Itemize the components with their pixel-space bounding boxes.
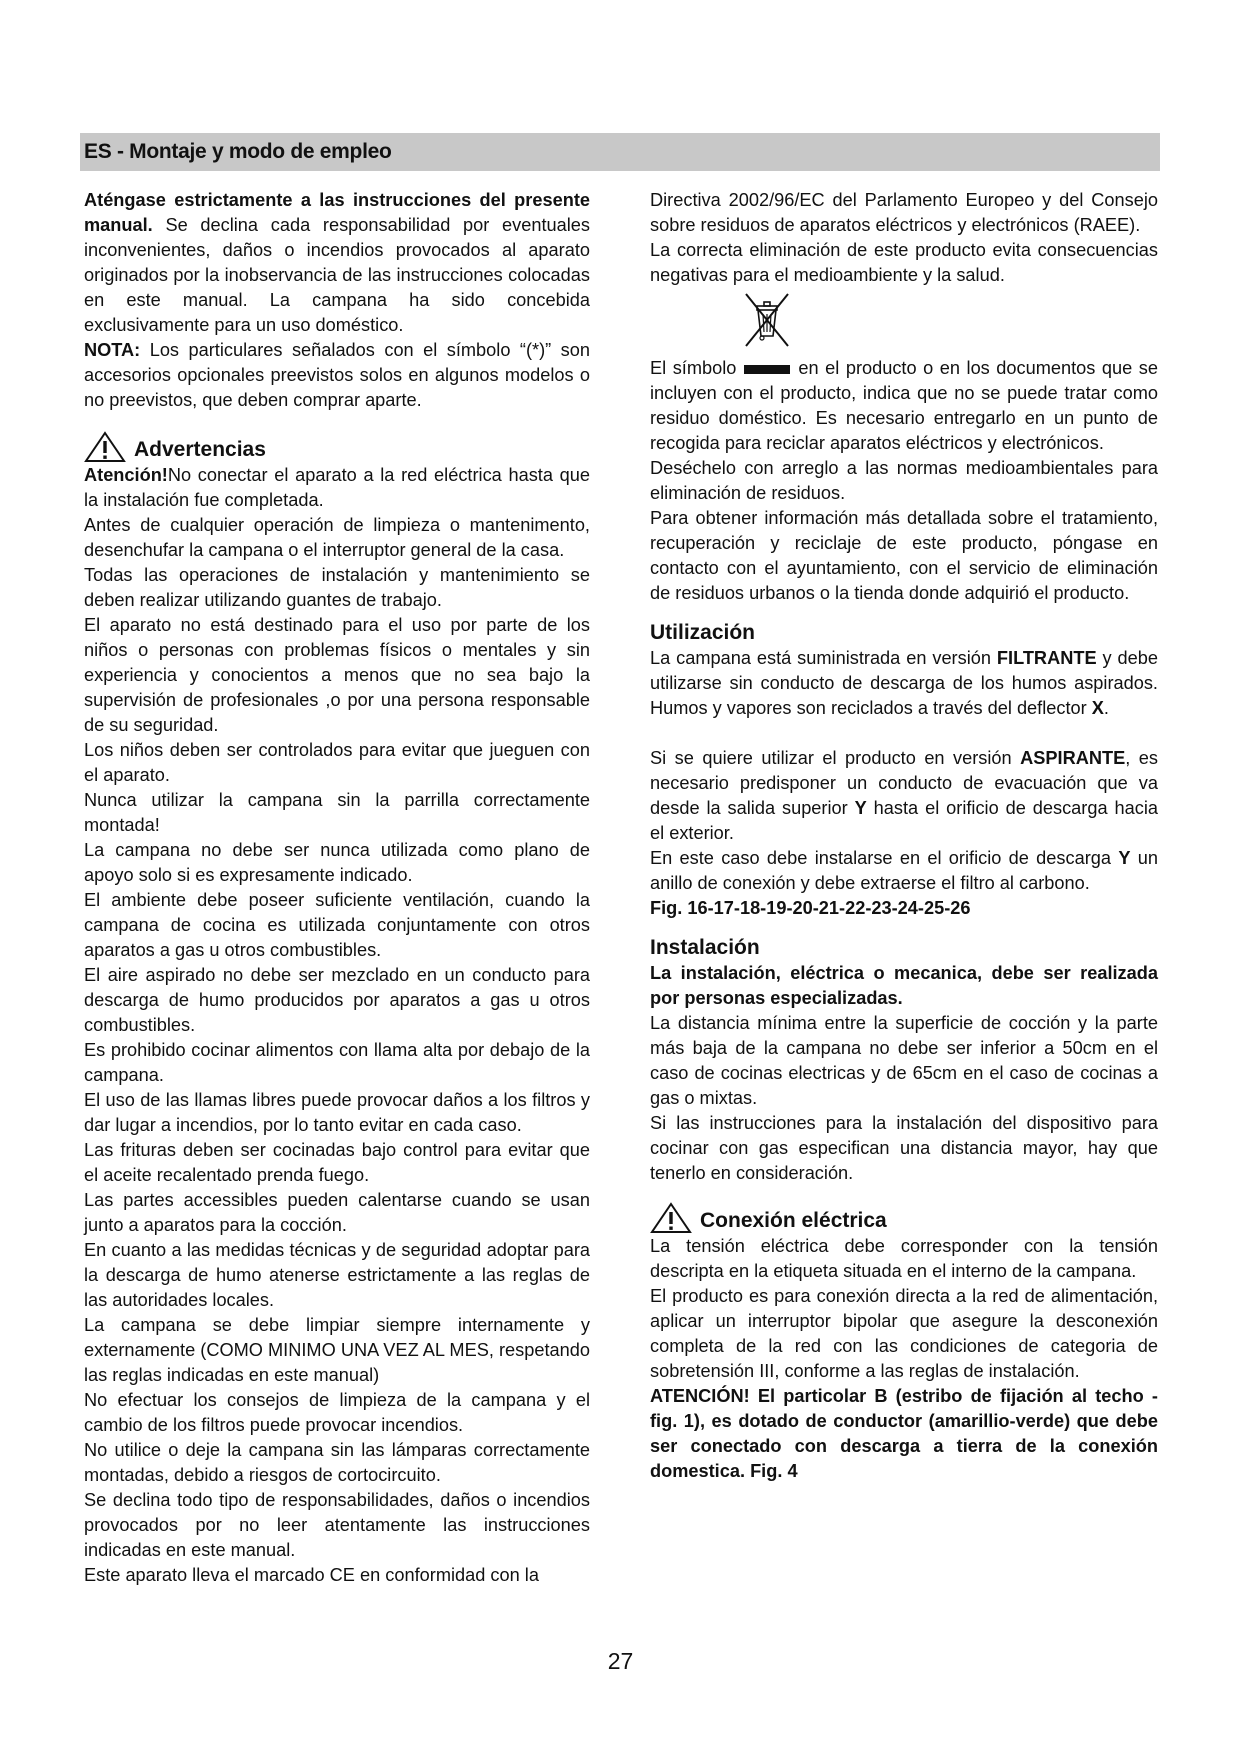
instalacion-heading <box>650 935 1158 961</box>
dispose-paragraph: Para obtener información más detallada sobre el tratamiento, recuperación y reciclaje de este producto, póngase en contacto con el ayuntamiento, con el servicio de eliminación de residuos urbanos o la tienda donde adquirió el producto. <box>650 508 1158 603</box>
atencion-label: Atención! <box>84 465 168 485</box>
warning-paragraph: Las partes accessibles pueden calentarse cuando se usan junto a aparatos para la cocción. <box>84 1190 590 1235</box>
utilizacion-p2 <box>650 746 1158 846</box>
aspirante-label: ASPIRANTE <box>1020 748 1126 768</box>
conexion-atencion <box>650 1384 1158 1484</box>
atencion-label: ATENCIÓN! <box>650 1386 750 1406</box>
text: . <box>1103 698 1109 718</box>
y-label: Y <box>1118 848 1131 868</box>
warning-paragraph: El uso de las llamas libres puede provocar daños a los filtros y dar lugar a incendios, por lo tanto evitar en cada caso. <box>84 1090 590 1135</box>
warning-paragraph: Todas las operaciones de instalación y mantenimiento se deben realizar utilizando guantes de trabajo. <box>84 565 590 610</box>
nota-label: NOTA: <box>84 340 141 360</box>
warning-paragraph: No utilice o deje la campana sin las lámparas correctamente montadas, debido a riesgos de cortocircuito. <box>84 1440 590 1485</box>
symbol-post: en el producto o en los documentos que se incluyen con el producto, indica que no se puede tratar como residuo doméstico. Es necesario entregarlo en un punto de recogida para reciclar aparatos eléctricos y electrónicos. <box>650 358 1158 453</box>
page-title: ES - Montaje y modo de empleo <box>84 140 392 163</box>
right-column <box>650 188 1158 1484</box>
text: y debe utilizarse sin conducto de descarga de los humos aspirados. Humos y vapores son reciclados a través del deflector <box>650 648 1158 718</box>
warning-paragraph: No efectuar los consejos de limpieza de la campana y el cambio de los filtros puede provocar incendios. <box>84 1390 590 1435</box>
symbol-pre: El símbolo <box>650 358 737 378</box>
x-label: X <box>1091 698 1104 718</box>
text: Si se quiere utilizar el producto en versión <box>650 748 1021 768</box>
text: un anillo de conexión y debe extraerse el filtro al carbono. <box>650 848 1158 893</box>
nota-paragraph <box>84 338 590 413</box>
text: La campana está suministrada en versión <box>650 648 997 668</box>
warning-paragraph: Este aparato lleva el marcado CE en conformidad con la <box>84 1565 539 1585</box>
symbol-paragraph <box>650 356 1158 456</box>
warning-paragraph: Se declina todo tipo de responsabilidades, daños o incendios provocados por no leer atentamente las instrucciones indicadas en este manual. <box>84 1490 590 1560</box>
raee-paragraph: Directiva 2002/96/EC del Parlamento Europeo y del Consejo sobre residuos de aparatos eléctricos y electrónicos (RAEE). <box>650 190 1158 235</box>
warning-paragraph: La campana se debe limpiar siempre internamente y externamente (COMO MINIMO UNA VEZ AL MES, respetando las reglas indicadas en este manual) <box>84 1315 590 1385</box>
crossed-bin-icon <box>740 290 794 352</box>
advertencias-heading <box>84 431 590 463</box>
warning-paragraph: El aparato no está destinado para el uso por parte de los niños o personas con problemas físicos o mentales y sin experiencia y conocientos a menos que no sea bajo la supervisión de profesionales ,o por una persona responsable de su seguridad. <box>84 615 590 735</box>
filtrante-label: FILTRANTE <box>996 648 1097 668</box>
utilizacion-title: Utilización <box>650 621 756 644</box>
warning-paragraph: Los niños deben ser controlados para evitar que jueguen con el aparato. <box>84 740 590 785</box>
dispose-paragraph: Deséchelo con arreglo a las normas medioambientales para eliminación de residuos. <box>650 458 1158 503</box>
warning-paragraph: Antes de cualquier operación de limpieza o mantenimento, desenchufar la campana o el interruptor general de la casa. <box>84 515 590 560</box>
utilizacion-p3 <box>650 846 1158 896</box>
black-bar-icon <box>744 365 790 374</box>
utilizacion-heading <box>650 620 1158 646</box>
left-column <box>84 188 590 1588</box>
instalacion-title: Instalación <box>650 936 760 959</box>
warning-paragraph: Es prohibido cocinar alimentos con llama alta por debajo de la campana. <box>84 1040 590 1085</box>
spacer <box>650 721 1158 746</box>
text: , es necesario predisponer un conducto de evacuación que va desde la salida superior <box>650 748 1158 818</box>
warning-triangle-icon <box>650 1202 692 1234</box>
atencion-paragraph <box>84 463 590 513</box>
warning-triangle-icon <box>84 431 126 463</box>
conexion-p1: La tensión eléctrica debe corresponder con la tensión descripta en la etiqueta situada en el interno de la campana. <box>650 1236 1158 1281</box>
y-label: Y <box>854 798 867 818</box>
intro-bold: Aténgase estrictamente a las instrucciones del presente manual. <box>84 190 590 235</box>
raee-paragraph: La correcta eliminación de este producto evita consecuencias negativas para el medioambiente y la salud. <box>650 240 1158 285</box>
conexion-title: Conexión eléctrica <box>700 1209 887 1232</box>
intro-paragraph <box>84 188 590 338</box>
nota-text: Los particulares señalados con el símbolo “(*)” son accesorios opcionales preevistos solos en algunos modelos o no preevistos, que deben comprar aparte. <box>84 340 590 410</box>
warning-paragraph: Nunca utilizar la campana sin la parrilla correctamente montada! <box>84 790 590 835</box>
warning-paragraph: El ambiente debe poseer suficiente ventilación, cuando la campana de cocina es utilizada conjuntamente con otros aparatos a gas u otros combustibles. <box>84 890 590 960</box>
text: En este caso debe instalarse en el orificio de descarga <box>650 848 1119 868</box>
warning-paragraph: En cuanto a las medidas técnicas y de seguridad adoptar para la descarga de humo atenerse estrictamente a las reglas de las autoridades locales. <box>84 1240 590 1310</box>
atencion-text: No conectar el aparato a la red eléctrica hasta que la instalación fue completada. <box>84 465 590 510</box>
instalacion-bold: La instalación, eléctrica o mecanica, debe ser realizada por personas especializadas. <box>650 963 1158 1008</box>
text: hasta el orificio de descarga hacia el exterior. <box>650 798 1158 843</box>
utilizacion-p1 <box>650 646 1158 721</box>
page-number: 27 <box>607 1648 634 1674</box>
weee-symbol <box>650 290 1158 356</box>
advertencias-title: Advertencias <box>134 438 266 461</box>
warning-paragraph: Las frituras deben ser cocinadas bajo control para evitar que el aceite recalentado prenda fuego. <box>84 1140 590 1185</box>
intro-text: Se declina cada responsabilidad por eventuales inconvenientes, daños o incendios provocados al aparato originados por la inobservancia de las instrucciones colocadas en este manual. La campana ha sido concebida exclusivamente para un uso doméstico. <box>84 215 590 335</box>
figure-reference: Fig. 16-17-18-19-20-21-22-23-24-25-26 <box>650 898 971 918</box>
atencion-text: El particolar B (estribo de fijación al techo - fig. 1), es dotado de conductor (amarillio-verde) que debe ser conectado con descarga a tierra de la conexión domestica. Fig. 4 <box>650 1386 1158 1481</box>
warning-paragraph: La campana no debe ser nunca utilizada como plano de apoyo solo si es expresamente indicado. <box>84 840 590 885</box>
conexion-p2: El producto es para conexión directa a la red de alimentación, aplicar un interruptor bipolar que asegure la desconexión completa de la red con las condiciones de categoria de sobretensión III, conforme a las reglas de instalación. <box>650 1286 1158 1381</box>
conexion-heading <box>650 1202 1158 1234</box>
warning-paragraph: El aire aspirado no debe ser mezclado en un conducto para descarga de humo producidos por aparatos a gas u otros combustibles. <box>84 965 590 1035</box>
instalacion-p1: La distancia mínima entre la superficie de cocción y la parte más baja de la campana no debe ser inferior a 50cm en el caso de cocinas electricas y de 65cm en el caso de cocinas a gas o mixtas. <box>650 1013 1158 1108</box>
instalacion-p2: Si las instrucciones para la instalación del dispositivo para cocinar con gas especifican una distancia mayor, hay que tenerlo en consideración. <box>650 1113 1158 1183</box>
